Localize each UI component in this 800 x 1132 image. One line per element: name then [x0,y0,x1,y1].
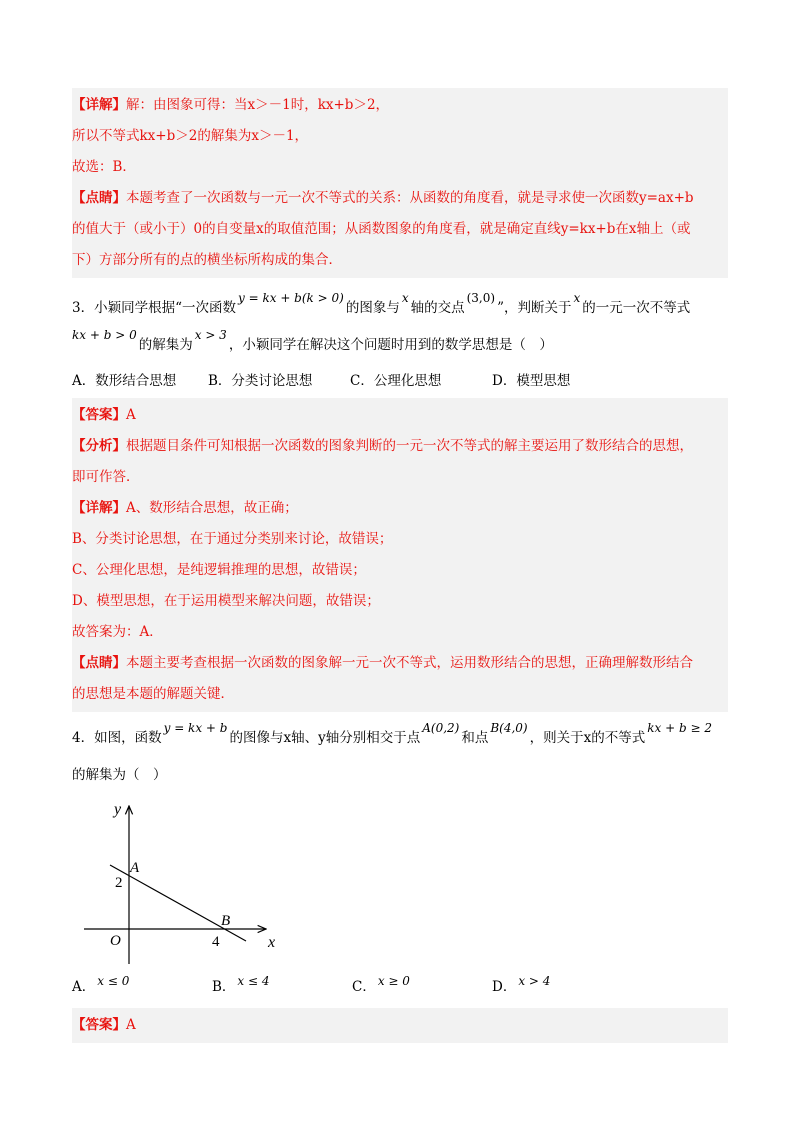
y-axis-label: y [114,801,122,818]
solution-block-q4 [72,1008,728,1043]
q4-point-b: B(4,0) [490,721,528,735]
option-math: x ≤ 0 [97,974,130,988]
option-a[interactable]: A．数形结合思想 [72,373,177,389]
detail-tag: 【详解】 [72,97,126,113]
function-graph [72,792,728,970]
option-c[interactable]: C．公理化思想 [350,373,442,389]
page [72,88,728,1043]
point-a-label: A [130,860,140,876]
analysis-text: 根据题目条件可知根据一次函数的图象判断的一元一次不等式的解主要运用了数形结合的思想， [126,438,693,454]
answer-line [72,1010,728,1041]
option-d[interactable] [492,970,552,1004]
option-math: x ≤ 4 [237,974,270,988]
q3-text: ”，判断关于 [497,300,572,316]
option-letter: D． [492,979,517,995]
q3-text: 3．小颖同学根据“一次函数 [72,300,236,316]
question-4-line-2 [72,758,728,792]
q3-point: (3,0) [466,291,496,305]
y-tick-2: 2 [115,875,123,891]
option-c[interactable] [352,970,412,1004]
q4-text: 4．如图，函数 [72,730,162,746]
q3-text: 的一元一次不等式 [582,300,691,316]
analysis-line: 即可作答． [72,469,140,485]
comment-tag: 【点睛】 [72,655,126,671]
option-a[interactable] [72,970,131,1004]
option-letter: B． [212,979,236,995]
detail-line: 故选：B． [72,159,136,175]
option-letter: C． [352,979,376,995]
option-b[interactable] [212,970,272,1004]
detail-line: 故答案为：A． [72,624,163,640]
question-4 [72,718,728,1004]
x-axis-label: x [268,934,276,951]
option-math: x > 4 [518,974,551,988]
detail-line: C、公理化思想，是纯逻辑推理的思想，故错误； [72,562,366,578]
answer-tag: 【答案】 [72,1017,126,1033]
q3-var-x: x [573,291,581,305]
detail-line: B、分类讨论思想，在于通过分类别来讨论，故错误； [72,531,393,547]
answer-text: A [126,407,136,423]
question-3-options [72,366,728,396]
analysis-line [72,431,728,462]
answer-text: A [126,1017,136,1033]
x-tick-4: 4 [212,934,220,950]
comment-line [72,183,728,214]
q4-text: 的解集为（ ） [72,767,167,783]
comment-line [72,648,728,679]
comment-tag: 【点睛】 [72,190,126,206]
comment-line: 的思想是本题的解题关键． [72,686,234,702]
detail-line: D、模型思想，在于运用模型来解决问题，故错误； [72,593,380,609]
q4-inequality: kx + b ≥ 2 [647,721,712,735]
answer-tag: 【答案】 [72,407,126,423]
detail-line [72,493,728,524]
comment-text: 本题主要考查根据一次函数的图象解一元一次不等式，运用数形结合的思想，正确理解数形结合 [126,655,693,671]
question-3 [72,288,728,396]
comment-line: 下）方部分所有的点的横坐标所构成的集合． [72,252,342,268]
answer-line [72,400,728,431]
q4-text: 和点 [461,730,489,746]
solution-block-q2 [72,88,728,278]
detail-text: 解：由图象可得：当x＞－1时，kx+b＞2， [126,97,390,113]
solution-block-q3 [72,398,728,712]
question-3-line-1 [72,288,728,328]
question-4-options [72,970,728,1004]
q3-text: ，小颖同学在解决这个问题时用到的数学思想是（ ） [228,337,553,353]
origin-label: O [110,933,121,949]
analysis-tag: 【分析】 [72,438,126,454]
q3-var-x: x [401,291,409,305]
detail-line [72,90,728,121]
q4-text: ，则关于x的不等式 [529,730,646,746]
option-letter: A． [72,979,96,995]
q3-inequality: kx + b > 0 [72,328,137,342]
point-b-label: B [221,913,231,929]
q3-text: 的图象与 [345,300,400,316]
graph-svg [72,792,292,970]
detail-tag: 【详解】 [72,500,126,516]
question-4-line-1 [72,718,728,758]
comment-line: 的值大于（或小于）0的自变量x的取值范围；从函数图象的角度看，就是确定直线y=kx+b在x轴上（或 [72,221,691,237]
q3-text: 轴的交点 [410,300,465,316]
detail-text: A、数形结合思想，故正确； [126,500,298,516]
option-d[interactable]: D．模型思想 [492,373,571,389]
option-b[interactable]: B．分类讨论思想 [208,373,313,389]
q3-text: 的解集为 [138,337,193,353]
q4-formula: y = kx + b [163,721,228,735]
q4-text: 的图像与x轴、y轴分别相交于点 [229,730,421,746]
comment-text: 本题考查了一次函数与一元一次不等式的关系：从函数的角度看，就是寻求使一次函数y=ax+b [126,190,694,206]
question-3-line-2 [72,328,728,366]
q3-formula: y = kx + b(k > 0) [238,291,344,305]
q4-point-a: A(0,2) [422,721,460,735]
q3-solution: x > 3 [194,328,227,342]
option-math: x ≥ 0 [377,974,410,988]
detail-line: 所以不等式kx+b＞2的解集为x＞－1， [72,128,309,144]
